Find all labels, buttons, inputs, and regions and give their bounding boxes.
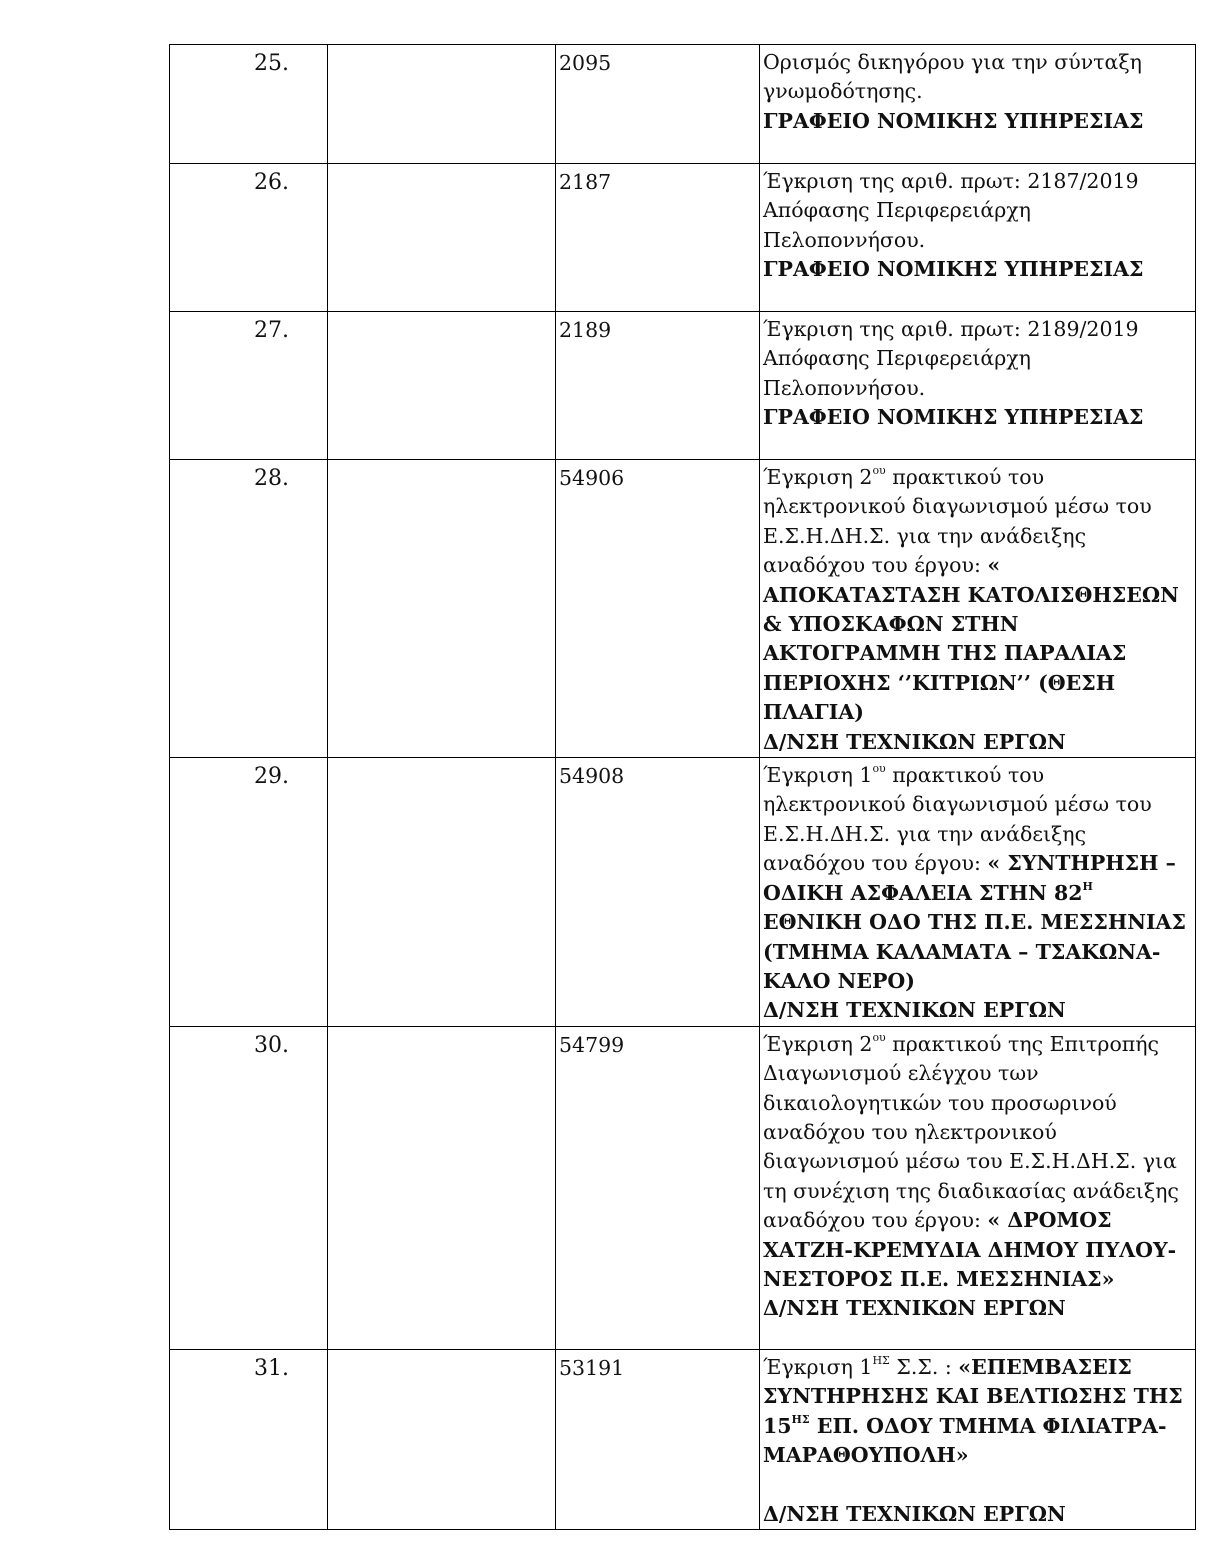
item-description: Έγκριση της αριθ. πρωτ: 2187/2019 Απόφασης Περιφερειάρχη Πελοποννήσου.	[763, 169, 1139, 252]
table-row	[170, 312, 1196, 460]
item-number: 28.	[254, 466, 289, 491]
protocol-number: 54799	[556, 1026, 760, 1349]
table-row	[170, 460, 1196, 758]
item-number: 27.	[254, 318, 289, 343]
item-description-cell	[760, 758, 1196, 1027]
item-number-cell	[170, 1026, 328, 1349]
agenda-table	[169, 44, 1196, 1530]
empty-cell	[328, 1026, 556, 1349]
spacer	[763, 1470, 1193, 1499]
protocol-number: 54906	[556, 460, 760, 758]
item-description: Έγκριση $2^{o\upsilon}$ πρακτικού της Επιτροπής Διαγωνισμού ελέγχου των δικαιολογητικών του προσωρινού αναδόχου του ηλεκτρονικού διαγωνισμού μέσω του Ε.Σ.Η.ΔΗ.Σ. για τη συνέχιση της διαδικασίας ανάδειξης αναδόχου του έργου: « ΔΡΟΜΟΣ ΧΑΤΖΗ-ΚΡΕΜΥΔΙΑ ΔΗΜΟΥ ΠΥΛΟΥ-ΝΕΣΤΟΡΟΣ Π.Ε. ΜΕΣΣΗΝΙΑΣ»	[763, 1030, 1179, 1291]
item-description: Έγκριση $2^{o\upsilon}$ πρακτικού του ηλεκτρονικού διαγωνισμού μέσω του Ε.Σ.Η.ΔΗ.Σ. για την ανάδειξης αναδόχου του έργου: « ΑΠΟΚΑΤΑΣΤΑΣΗ ΚΑΤΟΛΙΣΘΗΣΕΩΝ & ΥΠΟΣΚΑΦΩΝ ΣΤΗΝ ΑΚΤΟΓΡΑΜΜΗ ΤΗΣ ΠΑΡΑΛΙΑΣ ΠΕΡΙΟΧΗΣ ‘’ΚΙΤΡΙΩΝ’’ (ΘΕΣΗ ΠΛΑΓΙΑ)	[763, 464, 1179, 725]
item-description: Ορισμός δικηγόρου για την σύνταξη γνωμοδότησης.	[763, 50, 1142, 104]
department-label: Δ/ΝΣΗ ΤΕΧΝΙΚΩΝ ΕΡΓΩΝ	[763, 729, 1066, 754]
table-row	[170, 1026, 1196, 1349]
item-description: Έγκριση $1^{o\upsilon}$ πρακτικού του ηλεκτρονικού διαγωνισμού μέσω του Ε.Σ.Η.ΔΗ.Σ. για την ανάδειξης αναδόχου του έργου: « ΣΥΝΤΗΡΗΣΗ –ΟΔΙΚΗ ΑΣΦΑΛΕΙΑ ΣΤΗΝ $82^H$ ΕΘΝΙΚΗ ΟΔΟ ΤΗΣ Π.Ε. ΜΕΣΣΗΝΙΑΣ (ΤΜΗΜΑ ΚΑΛΑΜΑΤΑ – ΤΣΑΚΩΝΑ-ΚΑΛΟ ΝΕΡΟ)	[763, 762, 1186, 993]
empty-cell	[328, 164, 556, 312]
department-label: ΓΡΑΦΕΙΟ ΝΟΜΙΚΗΣ ΥΠΗΡΕΣΙΑΣ	[763, 108, 1144, 133]
department-label: ΓΡΑΦΕΙΟ ΝΟΜΙΚΗΣ ΥΠΗΡΕΣΙΑΣ	[763, 405, 1144, 430]
item-description-cell	[760, 460, 1196, 758]
table-row	[170, 1349, 1196, 1529]
empty-cell	[328, 45, 556, 164]
item-number-cell	[170, 758, 328, 1027]
empty-cell	[328, 312, 556, 460]
item-number: 29.	[254, 764, 289, 790]
item-description-cell	[760, 312, 1196, 460]
item-description: Έγκριση $1^{H\Sigma}$ Σ.Σ. : «ΕΠΕΜΒΑΣΕΙΣ ΣΥΝΤΗΡΗΣΗΣ ΚΑΙ ΒΕΛΤΙΩΣΗΣ ΤΗΣ $15^{H\Sigma}$ ΕΠ. ΟΔΟΥ ΤΜΗΜΑ ΦΙΛΙΑΤΡΑ-ΜΑΡΑΘΟΥΠΟΛΗ»	[763, 1353, 1183, 1467]
item-number-cell	[170, 164, 328, 312]
protocol-number: 54908	[556, 758, 760, 1027]
protocol-number: 2095	[556, 45, 760, 164]
department-label: Δ/ΝΣΗ ΤΕΧΝΙΚΩΝ ΕΡΓΩΝ	[763, 1296, 1066, 1321]
table-row	[170, 164, 1196, 312]
protocol-number: 2189	[556, 312, 760, 460]
item-number-cell	[170, 1349, 328, 1529]
item-number: 26.	[254, 170, 289, 195]
empty-cell	[328, 1349, 556, 1529]
item-description-cell	[760, 45, 1196, 164]
item-number: 31.	[254, 1355, 289, 1381]
item-number: 30.	[254, 1032, 289, 1058]
item-number: 25.	[254, 51, 289, 76]
item-description: Έγκριση της αριθ. πρωτ: 2189/2019 Απόφασης Περιφερειάρχη Πελοποννήσου.	[763, 317, 1139, 400]
table-row	[170, 45, 1196, 164]
table-row	[170, 758, 1196, 1027]
department-label: ΓΡΑΦΕΙΟ ΝΟΜΙΚΗΣ ΥΠΗΡΕΣΙΑΣ	[763, 257, 1144, 282]
empty-cell	[328, 460, 556, 758]
empty-cell	[328, 758, 556, 1027]
protocol-number: 2187	[556, 164, 760, 312]
protocol-number: 53191	[556, 1349, 760, 1529]
item-number-cell	[170, 45, 328, 164]
item-description-cell	[760, 1349, 1196, 1529]
item-number-cell	[170, 460, 328, 758]
item-number-cell	[170, 312, 328, 460]
department-label: Δ/ΝΣΗ ΤΕΧΝΙΚΩΝ ΕΡΓΩΝ	[763, 1501, 1066, 1526]
department-label: Δ/ΝΣΗ ΤΕΧΝΙΚΩΝ ΕΡΓΩΝ	[763, 998, 1066, 1023]
item-description-cell	[760, 164, 1196, 312]
item-description-cell	[760, 1026, 1196, 1349]
